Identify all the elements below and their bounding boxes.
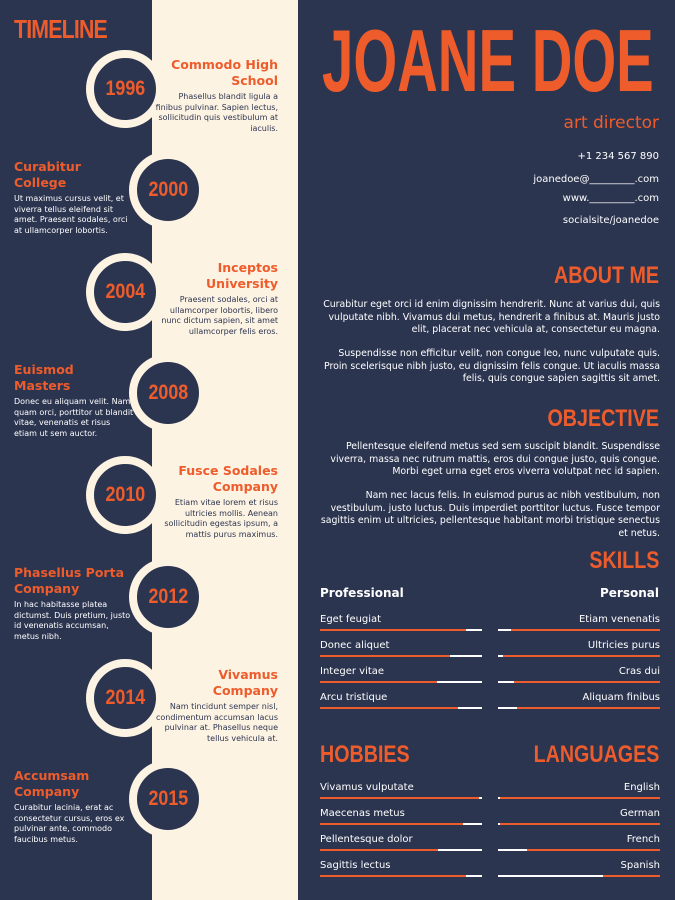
candidate-name: JOANE DOE xyxy=(322,11,654,110)
skill-label: German xyxy=(619,808,660,819)
skill-row xyxy=(320,640,482,657)
skill-row xyxy=(320,808,482,825)
contact-website[interactable]: www._________.com xyxy=(562,193,659,204)
entry-title: Euismod Masters xyxy=(14,362,74,393)
skill-bar-fill xyxy=(603,875,660,877)
skill-bar xyxy=(498,875,660,877)
skill-bar xyxy=(498,797,660,799)
skill-bar xyxy=(320,823,482,825)
skill-bar xyxy=(320,875,482,877)
skill-bar-fill xyxy=(320,707,458,709)
entry-text: Etiam vitae lorem et risus ultricies mollis. Aenean sollicitudin egestas ipsum, a mattis purus maximus. xyxy=(164,498,278,539)
entry-text: In hac habitasse platea dictumst. Duis pretium, justo id venenatis accumsan, metus nibh. xyxy=(14,600,131,641)
skill-row xyxy=(498,782,660,799)
candidate-role: art director xyxy=(563,113,659,133)
skill-label: Arcu tristique xyxy=(320,692,388,703)
about-paragraph-2: Suspendisse non efficitur velit, non congue leo, nunc vulputate quis. Proin scelerisque nibh justo, eu dignissim felis congue. Ut iaculis massa felis, quis congue sapien sagittis sit amet. xyxy=(323,348,660,384)
personal-label: Personal xyxy=(600,586,659,600)
skill-bar-fill xyxy=(514,681,660,683)
timeline-entry xyxy=(14,362,134,439)
timeline-entry xyxy=(150,57,278,134)
entry-title: Commodo High School xyxy=(171,57,278,88)
hobbies-heading: HOBBIES xyxy=(320,741,410,768)
skill-bar xyxy=(320,849,482,851)
skill-row xyxy=(498,834,660,851)
contact-social[interactable]: socialsite/joanedoe xyxy=(562,215,659,226)
timeline-entry xyxy=(150,260,278,337)
entry-text: Curabitur lacinia, erat ac consectetur cursus, eros ex pulvinar ante, commodo faucibus metus. xyxy=(14,803,125,844)
skill-label: Maecenas metus xyxy=(320,808,405,819)
skill-label: Sagittis lectus xyxy=(320,860,391,871)
year-circle: 2008 xyxy=(129,354,207,432)
skill-bar-fill xyxy=(503,655,660,657)
skill-label: Spanish xyxy=(620,860,660,871)
skill-row xyxy=(498,808,660,825)
skill-bar-fill xyxy=(500,823,660,825)
year-circle: 2000 xyxy=(129,151,207,229)
skill-bar xyxy=(320,707,482,709)
skill-row xyxy=(498,860,660,877)
skill-bar xyxy=(498,629,660,631)
contact-phone: +1 234 567 890 xyxy=(577,151,659,162)
contact-email[interactable]: joanedoe@_________.com xyxy=(533,174,659,185)
skill-label: Cras dui xyxy=(618,666,660,677)
entry-text: Phasellus blandit ligula a finibus pulvinar. Sapien lectus, sollicitudin quis vestibulum at iaculis. xyxy=(155,92,278,133)
timeline-entry xyxy=(14,159,134,236)
entry-text: Ut maximus cursus velit, et viverra tellus eleifend sit amet. Praesent sodales, orci at ullamcorper lobortis. xyxy=(14,194,128,235)
skill-bar xyxy=(498,823,660,825)
skill-bar-fill xyxy=(320,849,438,851)
skill-bar-fill xyxy=(320,875,466,877)
about-heading: ABOUT ME xyxy=(554,262,659,289)
skill-bar-fill xyxy=(320,797,479,799)
entry-text: Nam tincidunt semper nisl, condimentum accumsan lacus pulvinar at. Phasellus neque tellus vehicula at. xyxy=(156,702,278,743)
entry-title: Vivamus Company xyxy=(212,667,278,698)
skill-bar xyxy=(320,681,482,683)
skill-bar-fill xyxy=(527,849,660,851)
skill-label: French xyxy=(626,834,660,845)
objective-paragraph-2: Nam nec lacus felis. In euismod purus ac nibh vestibulum, non vestibulum. justo luctus. Duis imperdiet porttitor luctus. Fusce tempor sagittis enim ut ultricies, pellentesque habitant morbi tristique senectus et netus. xyxy=(320,490,660,539)
skill-bar-fill xyxy=(320,823,463,825)
skill-row xyxy=(498,640,660,657)
skills-heading: SKILLS xyxy=(589,547,659,574)
year-circle: 2014 xyxy=(86,659,164,737)
skill-bar xyxy=(320,629,482,631)
skill-bar-fill xyxy=(320,629,466,631)
timeline-entry xyxy=(14,768,134,845)
entry-title: Fusce Sodales Company xyxy=(178,463,278,494)
skill-label: Ultricies purus xyxy=(587,640,660,651)
skill-row xyxy=(320,614,482,631)
year-circle: 1996 xyxy=(86,50,164,128)
skill-bar-fill xyxy=(500,797,660,799)
timeline-entry xyxy=(14,565,134,642)
skill-bar xyxy=(498,707,660,709)
timeline-entry xyxy=(150,667,278,744)
skill-row xyxy=(498,692,660,709)
skill-bar-fill xyxy=(320,681,437,683)
skill-bar xyxy=(498,849,660,851)
skill-row xyxy=(498,614,660,631)
skill-label: Vivamus vulputate xyxy=(320,782,414,793)
entry-title: Phasellus Porta Company xyxy=(14,565,124,596)
year-circle: 2012 xyxy=(129,558,207,636)
skill-bar-fill xyxy=(511,629,660,631)
year-circle: 2004 xyxy=(86,253,164,331)
skill-row xyxy=(320,692,482,709)
skill-row xyxy=(320,666,482,683)
entry-title: Inceptos University xyxy=(206,260,278,291)
languages-heading: LANGUAGES xyxy=(533,741,659,768)
skill-label: Pellentesque dolor xyxy=(320,834,413,845)
skill-label: Donec aliquet xyxy=(320,640,390,651)
year-circle: 2015 xyxy=(129,760,207,838)
professional-label: Professional xyxy=(320,586,404,600)
about-paragraph-1: Curabitur eget orci id enim dignissim hendrerit. Nunc at varius dui, quis vulputate nibh. Vivamus dui metus, hendrerit a finibus at. Mauris justo elit, placerat nec vehicula at, consectetur eu magna. xyxy=(323,299,660,335)
skill-row xyxy=(320,782,482,799)
skill-row xyxy=(320,860,482,877)
timeline-heading: TIMELINE xyxy=(14,14,107,44)
skill-bar xyxy=(498,655,660,657)
objective-paragraph-1: Pellentesque eleifend metus sed sem suscipit blandit. Suspendisse viverra, massa nec rutrum mattis, eros dui congue justo, quis congue. Morbi eget urna eget eros viverra volutpat nec id sapien. xyxy=(330,441,660,477)
skill-bar xyxy=(320,655,482,657)
entry-title: Curabitur College xyxy=(14,159,81,190)
skill-bar-fill xyxy=(320,655,450,657)
entry-text: Praesent sodales, orci at ullamcorper lobortis, libero nunc dictum sapien, sit amet ullamcorper felis eros. xyxy=(161,295,278,336)
skill-bar xyxy=(320,797,482,799)
timeline-entry xyxy=(150,463,278,540)
year-circle: 2010 xyxy=(86,456,164,534)
objective-heading: OBJECTIVE xyxy=(547,405,659,432)
skill-label: Aliquam finibus xyxy=(582,692,660,703)
skill-label: Integer vitae xyxy=(320,666,385,677)
skill-row xyxy=(498,666,660,683)
entry-title: Accumsam Company xyxy=(14,768,90,799)
skill-label: English xyxy=(623,782,660,793)
entry-text: Donec eu aliquam velit. Nam quam orci, porttitor ut blandit vitae, venenatis et risus etiam ut sem auctor. xyxy=(14,397,134,438)
skill-row xyxy=(320,834,482,851)
skill-label: Eget feugiat xyxy=(320,614,382,625)
skill-label: Etiam venenatis xyxy=(578,614,660,625)
skill-bar-fill xyxy=(517,707,660,709)
skill-bar xyxy=(498,681,660,683)
